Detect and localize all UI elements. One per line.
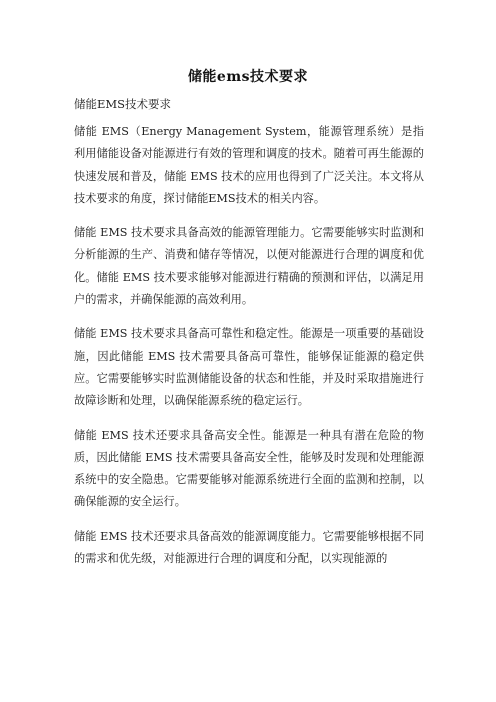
paragraph-management: 储能 EMS 技术要求具备高效的能源管理能力。它需要能够实时监测和分析能源的生产、消费和储存等情况，以便对能源进行合理的调度和优化。储能 EMS 技术要求能够对能源进行精确的预测和评估，以满足用户的需求，并确保能源的高效利用。 <box>74 226 424 307</box>
paragraph-safety: 储能 EMS 技术还要求具备高安全性。能源是一种具有潜在危险的物质，因此储能 EMS 技术需要具备高安全性，能够及时发现和处理能源系统中的安全隐患。它需要能够对能源系统进行全面的监测和控制，以确保能源的安全运行。 <box>74 428 424 509</box>
paragraph-reliability: 储能 EMS 技术要求具备高可靠性和稳定性。能源是一项重要的基础设施，因此储能 EMS 技术需要具备高可靠性，能够保证能源的稳定供应。它需要能够实时监测储能设备的状态和性能，并及时采取措施进行故障诊断和处理，以确保能源系统的稳定运行。 <box>74 327 424 408</box>
document-title: 储能ems技术要求 <box>187 69 309 85</box>
document-subtitle: 储能EMS技术要求 <box>74 97 172 111</box>
paragraph-dispatch: 储能 EMS 技术还要求具备高效的能源调度能力。它需要能够根据不同的需求和优先级，对能源进行合理的调度和分配，以实现能源的 <box>74 529 424 566</box>
document-body <box>74 121 424 582</box>
paragraph-intro: 储能 EMS（Energy Management System，能源管理系统）是指利用储能设备对能源进行有效的管理和调度的技术。随着可再生能源的快速发展和普及，储能 EMS 技术的应用也得到了广泛关注。本文将从技术要求的角度，探讨储能EMS技术的相关内容。 <box>74 125 424 205</box>
